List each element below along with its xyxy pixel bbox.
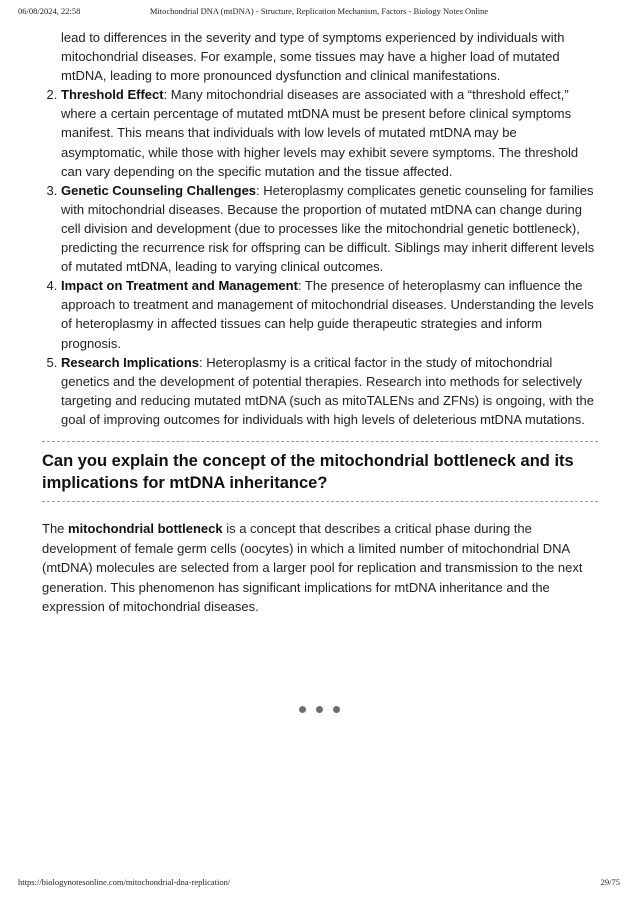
paragraph-lead: The <box>42 520 69 536</box>
list-item-term: Genetic Counseling Challenges <box>61 182 257 198</box>
article-content <box>42 28 598 617</box>
dot-icon <box>299 706 306 713</box>
section-heading: Can you explain the concept of the mitochondrial bottleneck and its implications for mtDNA inheritance? <box>42 451 574 492</box>
list-item-text: : Heteroplasmy complicates genetic counseling for families with mitochondrial diseases. Because the proportion of mutated mtDNA can change during cell division and development (due to processes like the mitochondrial genetic bottleneck), predicting the recurrence risk for offspring can be difficult. Siblings may inherit different levels of mutated mtDNA, leading to varying clinical outcomes. <box>61 182 595 275</box>
list-item-continuation: lead to differences in the severity and type of symptoms experienced by individuals with mitochondrial diseases. For example, some tissues may have a higher load of mutated mtDNA, leading to more pronounced dysfunction and clinical manifestations. <box>61 30 565 84</box>
list-item <box>61 181 598 276</box>
list-item-text: : Many mitochondrial diseases are associated with a “threshold effect,” where a certain percentage of mutated mtDNA must be present before clinical symptoms manifest. This means that individuals with low levels of mutated mtDNA may be asymptomatic, while those with higher levels may exhibit severe symptoms. The threshold can vary depending on the specific mutation and the tissue affected. <box>61 87 579 179</box>
list-item <box>61 353 598 429</box>
dot-icon <box>333 706 340 713</box>
numbered-list <box>42 85 598 429</box>
print-header <box>18 6 620 20</box>
page-url: https://biologynotesonline.com/mitochondrial-dna-replication/ <box>18 877 231 887</box>
print-footer <box>18 877 620 891</box>
list-item <box>61 85 598 180</box>
print-date: 06/08/2024, 22:58 <box>18 6 81 16</box>
list-item-term: Impact on Treatment and Management <box>61 278 298 294</box>
paragraph-text: is a concept that describes a critical phase during the development of female germ cells (oocytes) in which a limited number of mitochondrial DNA (mtDNA) molecules are selected from a larger pool for replication and transmission to the next generation. This phenomenon has significant implications for mtDNA inheritance and the expression of mitochondrial diseases. <box>42 520 583 615</box>
page-number: 29/75 <box>600 877 620 887</box>
dot-icon <box>316 706 323 713</box>
list-item-text: : Heteroplasmy is a critical factor in the study of mitochondrial genetics and the development of potential therapies. Research into methods for selectively targeting and reducing mutated mtDNA (such as mitoTALENs and ZFNs) is ongoing, with the goal of improving outcomes for individuals with high levels of deleterious mtDNA mutations. <box>61 354 595 427</box>
print-title: Mitochondrial DNA (mtDNA) - Structure, Replication Mechanism, Factors - Biology Notes Online <box>149 6 489 16</box>
paragraph-term: mitochondrial bottleneck <box>68 520 223 536</box>
list-item <box>61 276 598 352</box>
section-divider-top <box>42 441 598 442</box>
list-item-term: Threshold Effect <box>61 87 164 103</box>
list-item-text: : The presence of heteroplasmy can influence the approach to treatment and management of mitochondrial diseases. Understanding the levels of heteroplasmy in affected tissues can help guide therapeutic strategies and inform prognosis. <box>61 278 594 351</box>
body-paragraph <box>42 519 598 617</box>
list-item-term: Research Implications <box>61 354 199 370</box>
section-divider-bottom <box>42 501 598 502</box>
loading-dots-icon <box>0 700 638 712</box>
